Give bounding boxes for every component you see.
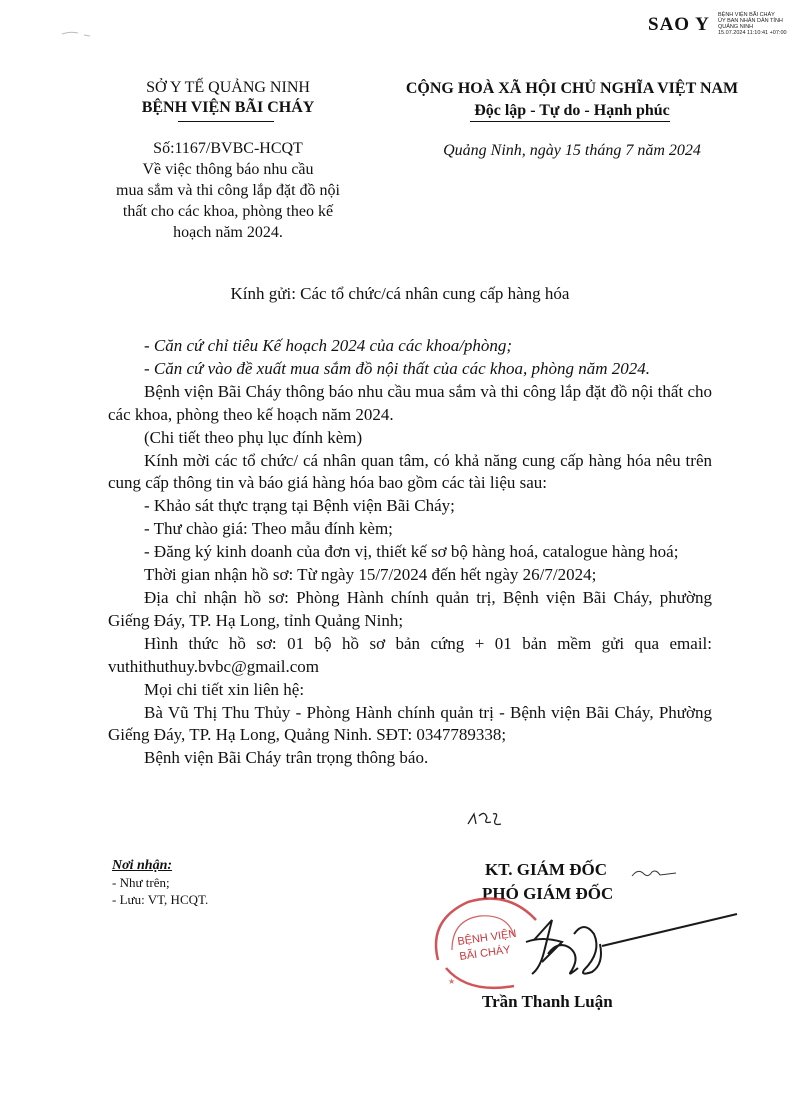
recipient-item: - Như trên; [112, 875, 170, 890]
requirement-item: - Đăng ký kinh doanh của đơn vị, thiết kế sơ bộ hàng hoá, catalogue hàng hoá; [144, 542, 679, 562]
handwritten-mark [630, 866, 680, 882]
contact-intro: Mọi chi tiết xin liên hệ: [144, 679, 305, 699]
organization-name: BỆNH VIỆN BÃI CHÁY [141, 99, 315, 116]
national-motto: Độc lập - Tự do - Hạnh phúc [474, 102, 670, 119]
recipient-item: - Lưu: VT, HCQT. [112, 892, 209, 907]
subject-line: hoạch năm 2024. [173, 224, 283, 241]
copy-stamp [648, 8, 798, 48]
subject-line: Về việc thông báo nhu cầu [142, 161, 314, 178]
legal-basis: - Căn cứ vào đề xuất mua sắm đồ nội thất của các khoa, phòng năm 2024. [144, 358, 650, 378]
copy-stamp-line: ỦY BAN NHÂN DÂN TỈNH [718, 18, 783, 24]
body-paragraph: Kính mời các tổ chức/ cá nhân quan tâm, có khả năng cung cấp hàng hóa nêu trên cung cấp thông tin và báo giá hàng hóa bao gồm các tài liệu sau: [108, 450, 712, 493]
requirement-item: - Thư chào giá: Theo mẫu đính kèm; [144, 519, 393, 539]
submission-format: Hình thức hồ sơ: 01 bộ hồ sơ bản cứng + 01 bản mềm gửi qua email: [144, 633, 712, 653]
legal-basis: - Căn cứ chỉ tiêu Kế hoạch 2024 của các khoa/phòng; [144, 336, 513, 355]
submission-time: Thời gian nhận hồ sơ: Từ ngày 15/7/2024 đến hết ngày 26/7/2024; [144, 565, 597, 585]
handwritten-signature [522, 912, 742, 982]
body-paragraph: Bệnh viện Bãi Cháy thông báo nhu cầu mua sắm và thi công lắp đặt đồ nội thất cho các khoa, phòng theo kế hoạch năm 2024. [108, 381, 712, 424]
copy-stamp-details [718, 12, 800, 36]
seal-text-bottom: BÃI CHÁY [458, 943, 512, 963]
motto-underline [470, 121, 670, 122]
copy-stamp-line: QUẢNG NINH [718, 24, 754, 30]
ministry-name: SỞ Y TẾ QUẢNG NINH [146, 79, 310, 96]
contact-email: vuthithuthuy.bvbc@gmail.com [108, 656, 319, 676]
document-number: Số:1167/BVBC-HCQT [153, 140, 303, 157]
salutation: Kính gửi: Các tổ chức/cá nhân cung cấp hàng hóa [230, 284, 570, 303]
seal-text-top: BỆNH VIỆN [456, 927, 518, 948]
requirement-item: - Khảo sát thực trạng tại Bệnh viện Bãi Cháy; [144, 496, 455, 516]
contact-details: Bà Vũ Thị Thu Thủy - Phòng Hành chính quản trị - Bệnh viện Bãi Cháy, Phường Giếng Đáy, TP. Hạ Long, Quảng Ninh. SĐT: 0347789338; [108, 702, 712, 745]
body-paragraph: (Chi tiết theo phụ lục đính kèm) [144, 427, 363, 447]
country-name: CỘNG HOÀ XÃ HỘI CHỦ NGHĨA VIỆT NAM [405, 80, 739, 97]
national-header [372, 78, 772, 122]
seal-star: ★ [448, 977, 456, 986]
recipients-block [112, 858, 332, 908]
copy-stamp-title: SAO Y [648, 14, 710, 35]
handwritten-initials [465, 806, 505, 830]
issue-date: Quảng Ninh, ngày 15 tháng 7 năm 2024 [443, 142, 701, 159]
recipients-label: Nơi nhận: [112, 858, 173, 873]
scan-mark [60, 28, 100, 38]
submission-address: Địa chỉ nhận hồ sơ: Phòng Hành chính quản trị, Bệnh viện Bãi Cháy, phường Giếng Đáy, TP. Hạ Long, tỉnh Quảng Ninh; [108, 587, 712, 630]
issuer-header [108, 78, 348, 118]
subject-line: mua sắm và thi công lắp đặt đồ nội [116, 182, 340, 199]
issuer-underline [178, 121, 274, 122]
copy-stamp-line: 15.07.2024 11:10:41 +07:00 [718, 30, 787, 36]
closing-line: Bệnh viện Bãi Cháy trân trọng thông báo. [144, 748, 429, 768]
document-meta [108, 138, 348, 243]
signer-title: PHÓ GIÁM ĐỐC [482, 884, 614, 903]
copy-stamp-line: BỆNH VIỆN BÃI CHÁY [718, 12, 775, 18]
document-body [108, 335, 712, 770]
subject-line: thất cho các khoa, phòng theo kế [122, 203, 334, 220]
signer-name: Trần Thanh Luận [482, 992, 613, 1011]
signer-role: KT. GIÁM ĐỐC [485, 860, 607, 879]
